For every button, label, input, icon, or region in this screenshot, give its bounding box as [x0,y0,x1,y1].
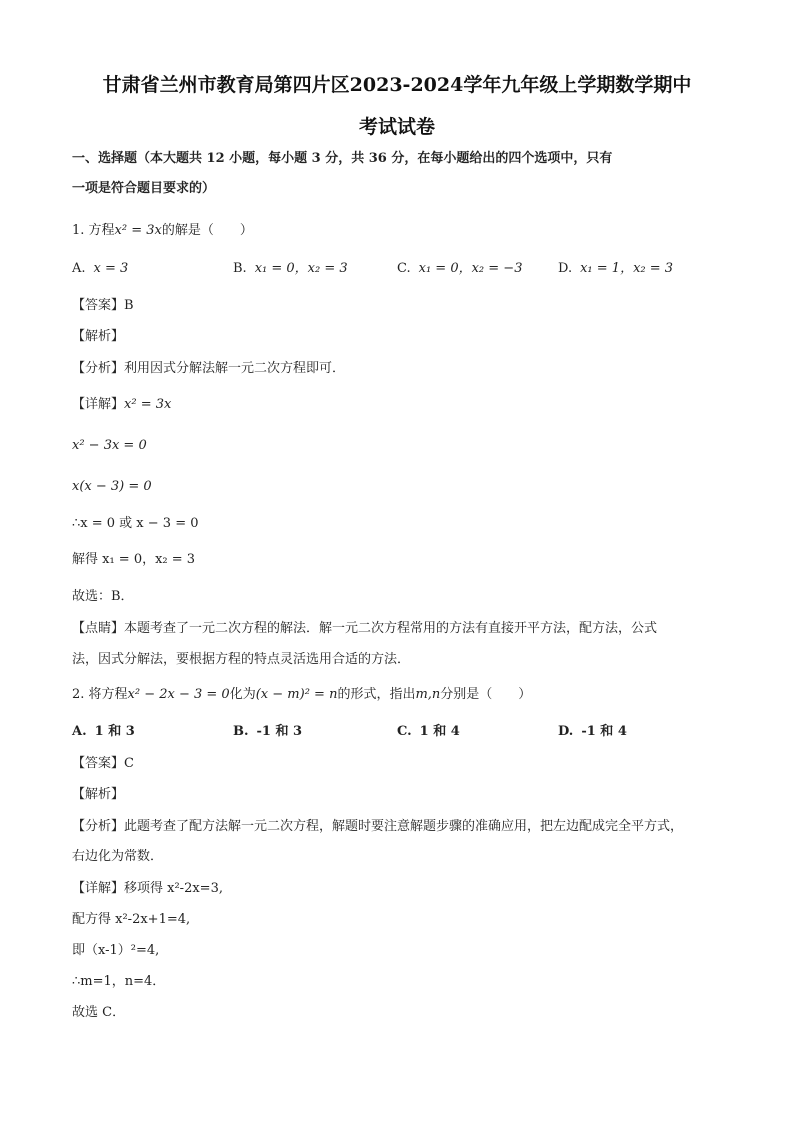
question-1-analysis: 【分析】利用因式分解法解一元二次方程即可． [72,361,346,376]
question-1-option-c [397,260,522,278]
question-2-equation: x² − 2x − 3 = 0 [127,687,230,702]
question-2-mid: 化为 [229,687,256,702]
question-2-detail-2: 配方得 x²-2x+1=4, [72,912,191,927]
option-label: C. [397,261,411,276]
section-heading-line1: 一、选择题（本大题共 12 小题，每小题 3 分，共 36 分，在每小题给出的四个选项中，只有 [72,151,613,166]
question-2-analysis-line2: 右边化为常数． [72,849,164,864]
option-label: D. [558,261,573,276]
document-title-line1: 甘肃省兰州市教育局第四片区2023-2024学年九年级上学期数学期中 [102,74,692,96]
question-1-choose: 故选：B． [72,589,134,604]
option-label: B. [233,724,249,739]
question-2-choose: 故选 C． [72,1005,126,1020]
question-1-answer: 【答案】B [72,298,134,313]
option-text: x₁ = 0，x₂ = 3 [254,261,348,276]
question-2-stem [72,686,531,704]
section-heading-line2: 一项是符合题目要求的） [72,181,216,196]
question-1-option-d [558,260,673,278]
detail-tag: 【详解】 [72,397,125,412]
question-2-option-c [397,723,460,741]
question-1-prefix: 1. 方程 [72,223,115,238]
option-text: -1 和 4 [581,724,627,739]
question-2-analysis-line1: 【分析】此题考查了配方法解一元二次方程，解题时要注意解题步骤的准确应用，把左边配成完全平方式， [72,819,684,834]
question-1-comment-line1: 【点睛】本题考查了一元二次方程的解法．解一元二次方程常用的方法有直接开平方法，配方法，公式 [72,621,658,636]
option-text: 1 和 3 [94,724,135,739]
question-2-option-a [72,723,135,741]
question-1-suffix: 的解是（ ） [161,223,253,238]
question-2-detail-4: ∴m=1，n=4． [72,974,166,989]
question-2-prefix: 2. 将方程 [72,687,128,702]
question-1-step-2: x(x − 3) = 0 [72,479,152,494]
option-label: A. [72,261,86,276]
option-text: x = 3 [93,261,129,276]
question-1-step-4: 解得 x₁ = 0，x₂ = 3 [72,552,196,567]
option-label: A. [72,724,87,739]
question-1-comment-line2: 法，因式分解法，要根据方程的特点灵活选用合适的方法． [72,652,411,667]
question-2-suffix: 分别是（ ） [440,687,532,702]
question-1-detail [72,396,171,414]
option-text: 1 和 4 [419,724,460,739]
question-2-mid2: 的形式，指出 [337,687,416,702]
option-label: D. [558,724,574,739]
question-1-option-b [233,260,348,278]
option-text: -1 和 3 [256,724,303,739]
question-2-vars: m,n [415,687,441,702]
option-label: C. [397,724,412,739]
question-1-step-1: x² − 3x = 0 [72,438,147,453]
question-2-form: (x − m)² = n [255,687,338,702]
question-2-analysis-tag: 【解析】 [72,787,125,802]
question-2-detail-3: 即（x-1）²=4, [72,943,160,958]
question-1-stem [72,222,253,240]
option-text: x₁ = 0，x₂ = −3 [418,261,523,276]
question-1-step-3: ∴x = 0 或 x − 3 = 0 [72,516,199,531]
detail-equation: x² = 3x [124,397,172,412]
option-text: x₁ = 1，x₂ = 3 [580,261,674,276]
question-2-answer: 【答案】C [72,756,134,771]
question-2-detail-1: 【详解】移项得 x²-2x=3, [72,881,223,896]
document-title-line2: 考试试卷 [358,116,435,138]
question-2-option-d [558,723,627,741]
question-1-option-a [72,260,128,278]
question-1-analysis-tag: 【解析】 [72,329,125,344]
question-2-option-b [233,723,302,741]
option-label: B. [233,261,247,276]
question-1-equation: x² = 3x [114,223,162,238]
